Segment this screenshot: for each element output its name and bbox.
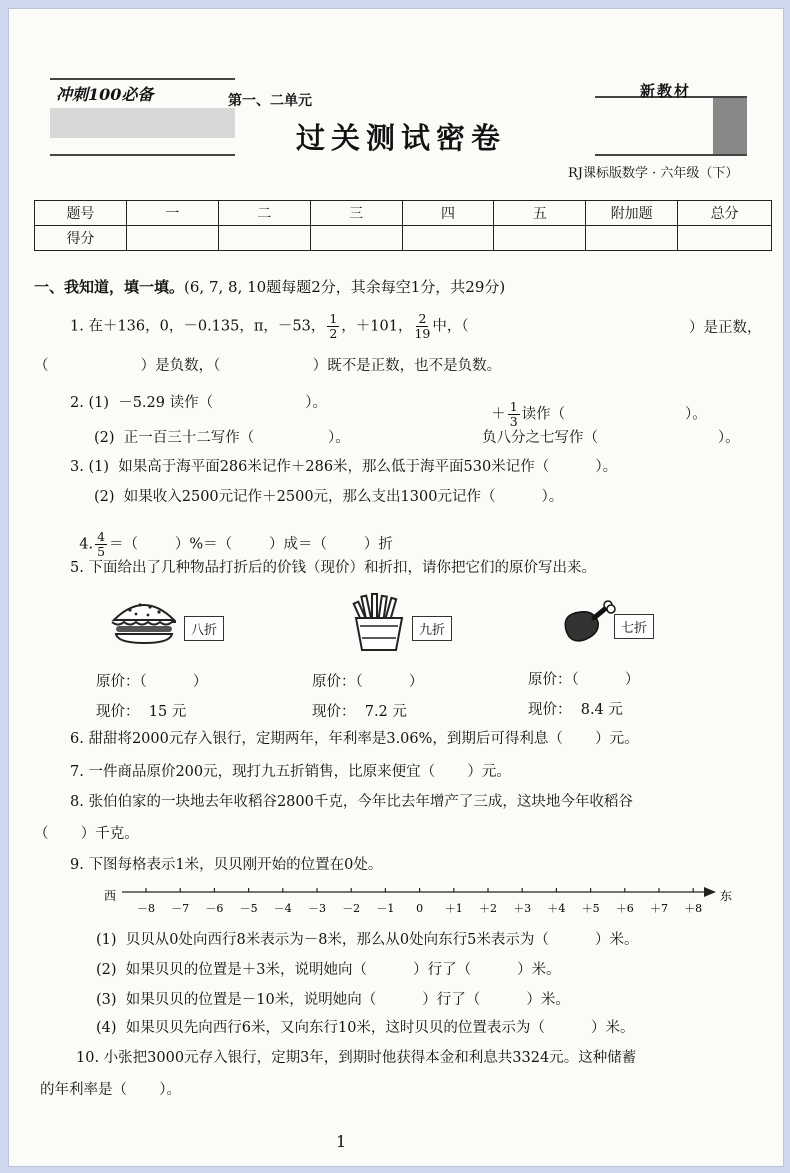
q4-fraction <box>95 530 107 559</box>
number-line-label: －5 <box>239 902 258 915</box>
page-number: 1 <box>336 1132 347 1151</box>
edition-label: 新教材 <box>640 82 692 100</box>
section-title: 一、我知道，填一填。 <box>34 278 185 296</box>
number-line-label: ＋7 <box>650 902 668 915</box>
score-column: 五 <box>494 201 586 226</box>
score-column: 三 <box>310 201 402 226</box>
question-9-part-1: (1) 贝贝从0处向西行8米表示为－8米，那么从0处向东行5米表示为（ ）米。 <box>96 932 639 948</box>
discount-tag-fries: 九折 <box>412 616 452 641</box>
number-line-label: －2 <box>342 902 361 915</box>
number-line-label: ＋5 <box>581 902 600 915</box>
score-row-label: 题号 <box>35 201 127 226</box>
score-cell[interactable] <box>218 226 310 251</box>
unit-label: 第一、二单元 <box>228 93 312 109</box>
score-column: 总分 <box>678 201 772 226</box>
number-line-label: 0 <box>416 902 424 915</box>
brand-label: 冲刺100必备 <box>56 85 154 104</box>
q2-text: 读作（ ）。 <box>521 406 707 423</box>
score-row-label: 得分 <box>35 226 127 251</box>
drumstick-original-price: 原价：（ ） <box>528 672 640 688</box>
score-cell[interactable] <box>402 226 494 251</box>
question-3-part-2: (2) 如果收入2500元记作＋2500元，那么支出1300元记作（ ）。 <box>94 489 564 505</box>
denominator: 19 <box>414 326 431 341</box>
number-line-label: －3 <box>308 902 326 915</box>
question-2-part-2b: 负八分之七写作（ ）。 <box>482 430 740 446</box>
q1-text-c: 中，（ <box>432 318 469 335</box>
denominator: 3 <box>509 414 518 429</box>
number-line-label: ＋1 <box>444 902 463 915</box>
question-9-part-2: (2) 如果贝贝的位置是＋3米，说明她向（ ）行了（ ）米。 <box>96 962 561 978</box>
q1-text-d: ）是正数， <box>689 320 762 336</box>
burger-original-price: 原价：（ ） <box>96 674 208 690</box>
east-label: 东 <box>720 889 733 903</box>
question-1-line-2: （ ）是负数，（ ）既不是正数，也不是负数。 <box>34 358 502 374</box>
question-5: 5. 下面给出了几种物品打折后的价钱（现价）和折扣，请你把它们的原价写出来。 <box>70 560 596 576</box>
q2-fraction <box>508 400 520 429</box>
drumstick-icon <box>560 600 616 646</box>
score-column: 附加题 <box>586 201 678 226</box>
question-2-part-2a: (2) 正一百三十二写作（ ）。 <box>94 430 350 446</box>
question-10-line-1: 10. 小张把3000元存入银行，定期3年，到期时他获得本金和利息共3324元。这种储蓄 <box>76 1050 637 1066</box>
number-line-label: －8 <box>137 902 155 915</box>
score-table-score-row <box>35 226 772 251</box>
question-1-line-1 <box>70 312 469 341</box>
number-line-label: －4 <box>273 902 292 915</box>
discount-tag-drumstick: 七折 <box>614 614 654 639</box>
number-line-label: ＋4 <box>547 902 566 915</box>
q1-fraction-1 <box>327 312 339 341</box>
number-line-label: ＋6 <box>615 902 634 915</box>
numerator: 4 <box>97 529 106 544</box>
burger-current-price: 现价： 15 元 <box>96 704 187 720</box>
question-9-part-4: (4) 如果贝贝先向西行6米，又向东行10米，这时贝贝的位置表示为（ ）米。 <box>96 1020 635 1036</box>
question-10-line-2: 的年利率是（ ）。 <box>40 1082 182 1098</box>
denominator: 5 <box>97 544 106 559</box>
section-heading <box>34 276 505 297</box>
q1-fraction-2 <box>414 312 430 341</box>
score-column: 二 <box>218 201 310 226</box>
fries-current-price: 现价： 7.2 元 <box>312 704 407 720</box>
question-6: 6. 甜甜将2000元存入银行，定期两年，年利率是3.06%，到期后可得利息（ ）元。 <box>70 731 639 747</box>
fries-original-price: 原价：（ ） <box>312 674 424 690</box>
number-line-label: ＋3 <box>513 902 532 915</box>
score-cell[interactable] <box>310 226 402 251</box>
fries-icon <box>350 592 408 652</box>
question-9: 9. 下图每格表示1米，贝贝刚开始的位置在0处。 <box>70 857 383 873</box>
question-2-part-1: 2. (1) －5.29 读作（ ）。 <box>70 395 328 411</box>
number-line-label: －1 <box>376 902 395 915</box>
number-line <box>100 880 740 920</box>
subject-label: RJ课标版数学 · 六年级（下） <box>568 166 739 181</box>
score-table <box>34 200 772 251</box>
score-cell[interactable] <box>494 226 586 251</box>
question-3-part-1: 3. (1) 如果高于海平面286米记作＋286米，那么低于海平面530米记作（ ）。 <box>70 459 618 475</box>
question-4 <box>70 514 393 559</box>
hamburger-icon <box>108 596 180 646</box>
score-column: 一 <box>126 201 218 226</box>
score-cell[interactable] <box>586 226 678 251</box>
question-9-part-3: (3) 如果贝贝的位置是－10米，说明她向（ ）行了（ ）米。 <box>96 992 570 1008</box>
numerator: 1 <box>329 311 338 326</box>
page-title: 过关测试密卷 <box>296 121 507 155</box>
q1-text-b: ，＋101， <box>341 318 413 335</box>
west-label: 西 <box>104 889 117 903</box>
section-note: (6, 7, 8, 10题每题2分，其余每空1分，共29分) <box>184 278 506 296</box>
denominator: 2 <box>329 326 338 341</box>
numerator: 2 <box>418 311 427 326</box>
question-7: 7. 一件商品原价200元，现打九五折销售，比原来便宜（ ）元。 <box>70 764 511 780</box>
number-line-label: ＋8 <box>684 902 703 915</box>
question-8-line-2: （ ）千克。 <box>34 826 139 842</box>
score-column: 四 <box>402 201 494 226</box>
drumstick-current-price: 现价： 8.4 元 <box>528 702 623 718</box>
q2-sign: ＋ <box>491 406 506 423</box>
q4-text: ＝（ ）%＝（ ）成＝（ ）折 <box>109 536 393 553</box>
number-line-label: －6 <box>205 902 224 915</box>
numerator: 1 <box>509 399 518 414</box>
question-2-part-1b <box>482 384 707 429</box>
q4-number: 4. <box>79 536 94 553</box>
score-table-header-row <box>35 201 772 226</box>
number-line-label: －7 <box>171 902 190 915</box>
header-banner-right <box>595 96 747 156</box>
score-cell[interactable] <box>678 226 772 251</box>
discount-tag-burger: 八折 <box>184 616 224 641</box>
number-line-label: ＋2 <box>479 902 497 915</box>
q1-text-a: 1. 在＋136，0，－0.135，π，－53， <box>70 318 326 335</box>
score-cell[interactable] <box>126 226 218 251</box>
question-8-line-1: 8. 张伯伯家的一块地去年收稻谷2800千克，今年比去年增产了三成，这块地今年收稻谷 <box>70 794 633 810</box>
